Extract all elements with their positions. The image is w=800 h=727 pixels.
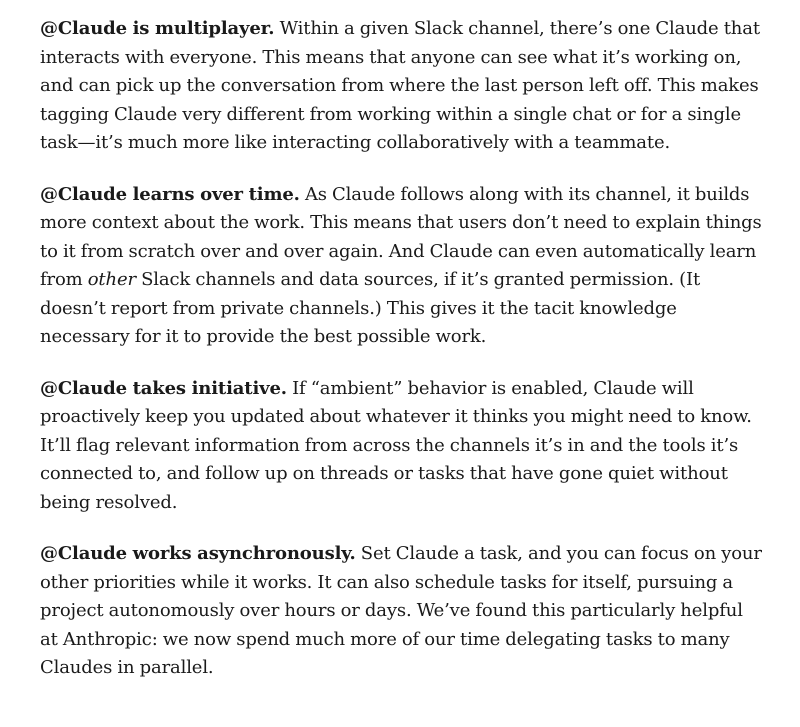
paragraph-heading-works-asynchronously: @Claude works asynchronously.	[40, 543, 356, 564]
paragraph-text-takes-initiative: If “ambient” behavior is enabled, Claude will proactively keep you updated about whatever it thinks you might need to know. It’ll flag relevant information from across the channels it’s in and the tools it’s connected to, and follow up on threads or tasks that have gone quiet without being resolved.	[40, 377, 752, 513]
paragraph-text-multiplayer: Within a given Slack channel, there’s one Claude that interacts with everyone. This means that anyone can see what it’s working on, and can pick up the conversation from where the last person left off. This makes tagging Claude very different from working within a single chat or for a single task—it’s much more like interacting collaboratively with a teammate.	[40, 18, 760, 153]
paragraph-multiplayer	[40, 15, 764, 158]
paragraph-text-learns-over-time-part2: Slack channels and data sources, if it’s granted permission. (It doesn’t report from private channels.) This gives it the tacit knowledge necessary for it to provide the best possible work.	[40, 269, 701, 347]
paragraph-text-learns-over-time-emphasis: other	[87, 269, 136, 290]
paragraph-text-works-asynchronously: Set Claude a task, and you can focus on your other priorities while it works. It can also schedule tasks for itself, pursuing a project autonomously over hours or days. We’ve found this particularly helpful at Anthropic: we now spend much more of our time delegating tasks to many Claudes in parallel.	[40, 543, 762, 678]
paragraph-learns-over-time	[40, 181, 764, 352]
paragraph-heading-multiplayer: @Claude is multiplayer.	[40, 18, 275, 39]
paragraph-heading-takes-initiative: @Claude takes initiative.	[40, 377, 287, 399]
paragraph-text-learns-over-time-part1: As Claude follows along with its channel, it builds more context about the work. This means that users don’t need to explain things to it from scratch over and over again. And Claude can even automatically learn from	[40, 183, 762, 290]
paragraph-heading-learns-over-time: @Claude learns over time.	[40, 183, 300, 205]
paragraph-takes-initiative	[40, 375, 764, 518]
paragraph-works-asynchronously	[40, 540, 764, 683]
